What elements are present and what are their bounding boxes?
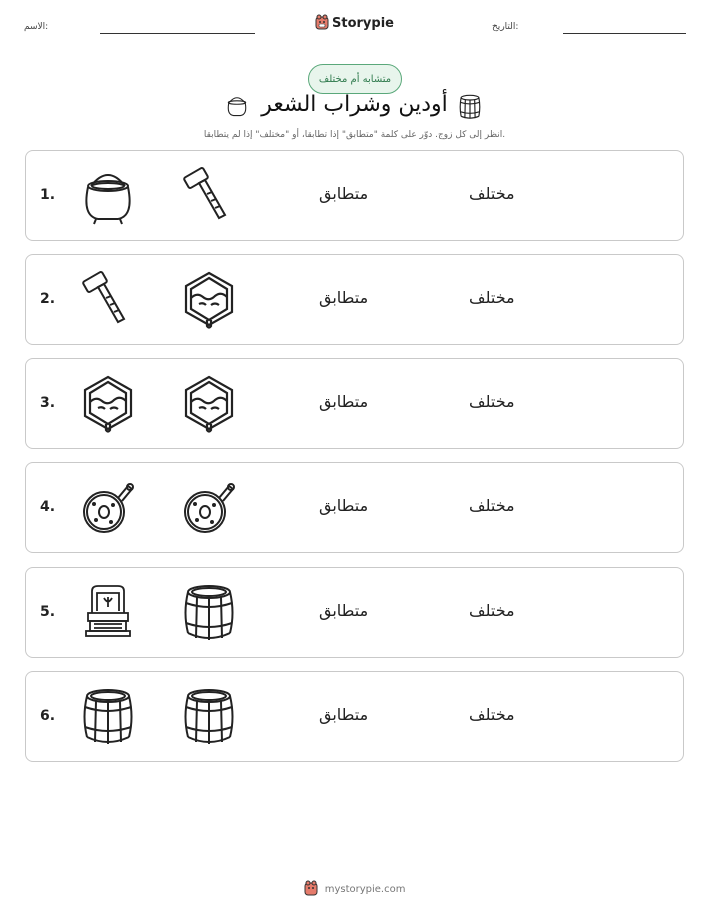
question-row	[25, 462, 684, 553]
millstone-icon	[78, 478, 138, 538]
question-row	[25, 671, 684, 762]
mead-hexagon-icon	[179, 374, 239, 434]
hammer-icon	[78, 270, 138, 330]
barrel-icon	[179, 687, 239, 747]
barrel-icon	[179, 583, 239, 643]
question-row	[25, 150, 684, 241]
question-number: 6.	[40, 708, 56, 724]
question-row	[25, 358, 684, 449]
different-option[interactable]: مختلف	[469, 496, 515, 515]
question-number: 1.	[40, 187, 56, 203]
footer-link[interactable]: mystorypie.com	[324, 884, 406, 895]
mead-hexagon-icon	[179, 270, 239, 330]
different-option[interactable]: مختلف	[469, 705, 515, 724]
different-option[interactable]: مختلف	[469, 601, 515, 620]
same-option[interactable]: متطابق	[319, 705, 369, 724]
name-label: الاسم:	[24, 22, 49, 32]
footer	[0, 880, 709, 896]
worksheet-type-badge: متشابه أم مختلف	[308, 64, 402, 94]
same-option[interactable]: متطابق	[319, 392, 369, 411]
millstone-icon	[179, 478, 239, 538]
different-option[interactable]: مختلف	[469, 392, 515, 411]
storypie-logo-icon	[304, 884, 325, 895]
same-option[interactable]: متطابق	[319, 184, 369, 203]
instructions: انظر إلى كل زوج. دوّر على كلمة "متطابق" إذا تطابقا، أو "مختلف" إذا لم يتطابقا.	[203, 130, 506, 140]
mead-hexagon-icon	[78, 374, 138, 434]
different-option[interactable]: مختلف	[469, 184, 515, 203]
barrel-icon	[456, 93, 484, 125]
hammer-icon	[179, 166, 239, 226]
question-number: 2.	[40, 291, 56, 307]
storypie-logo-icon	[315, 14, 329, 34]
question-number: 4.	[40, 499, 56, 515]
question-number: 5.	[40, 604, 56, 620]
different-option[interactable]: مختلف	[469, 288, 515, 307]
barrel-icon	[78, 687, 138, 747]
question-number: 3.	[40, 395, 56, 411]
same-option[interactable]: متطابق	[319, 496, 369, 515]
same-option[interactable]: متطابق	[319, 288, 369, 307]
question-row	[25, 567, 684, 658]
question-row	[25, 254, 684, 345]
date-line[interactable]	[563, 33, 686, 34]
date-label: التاريخ:	[492, 22, 519, 32]
throne-icon	[78, 583, 138, 643]
brand-name: Storypie	[332, 16, 394, 31]
brand	[0, 14, 709, 34]
cauldron-icon	[78, 166, 138, 226]
worksheet-title: أودين وشراب الشعر	[261, 92, 448, 117]
same-option[interactable]: متطابق	[319, 601, 369, 620]
